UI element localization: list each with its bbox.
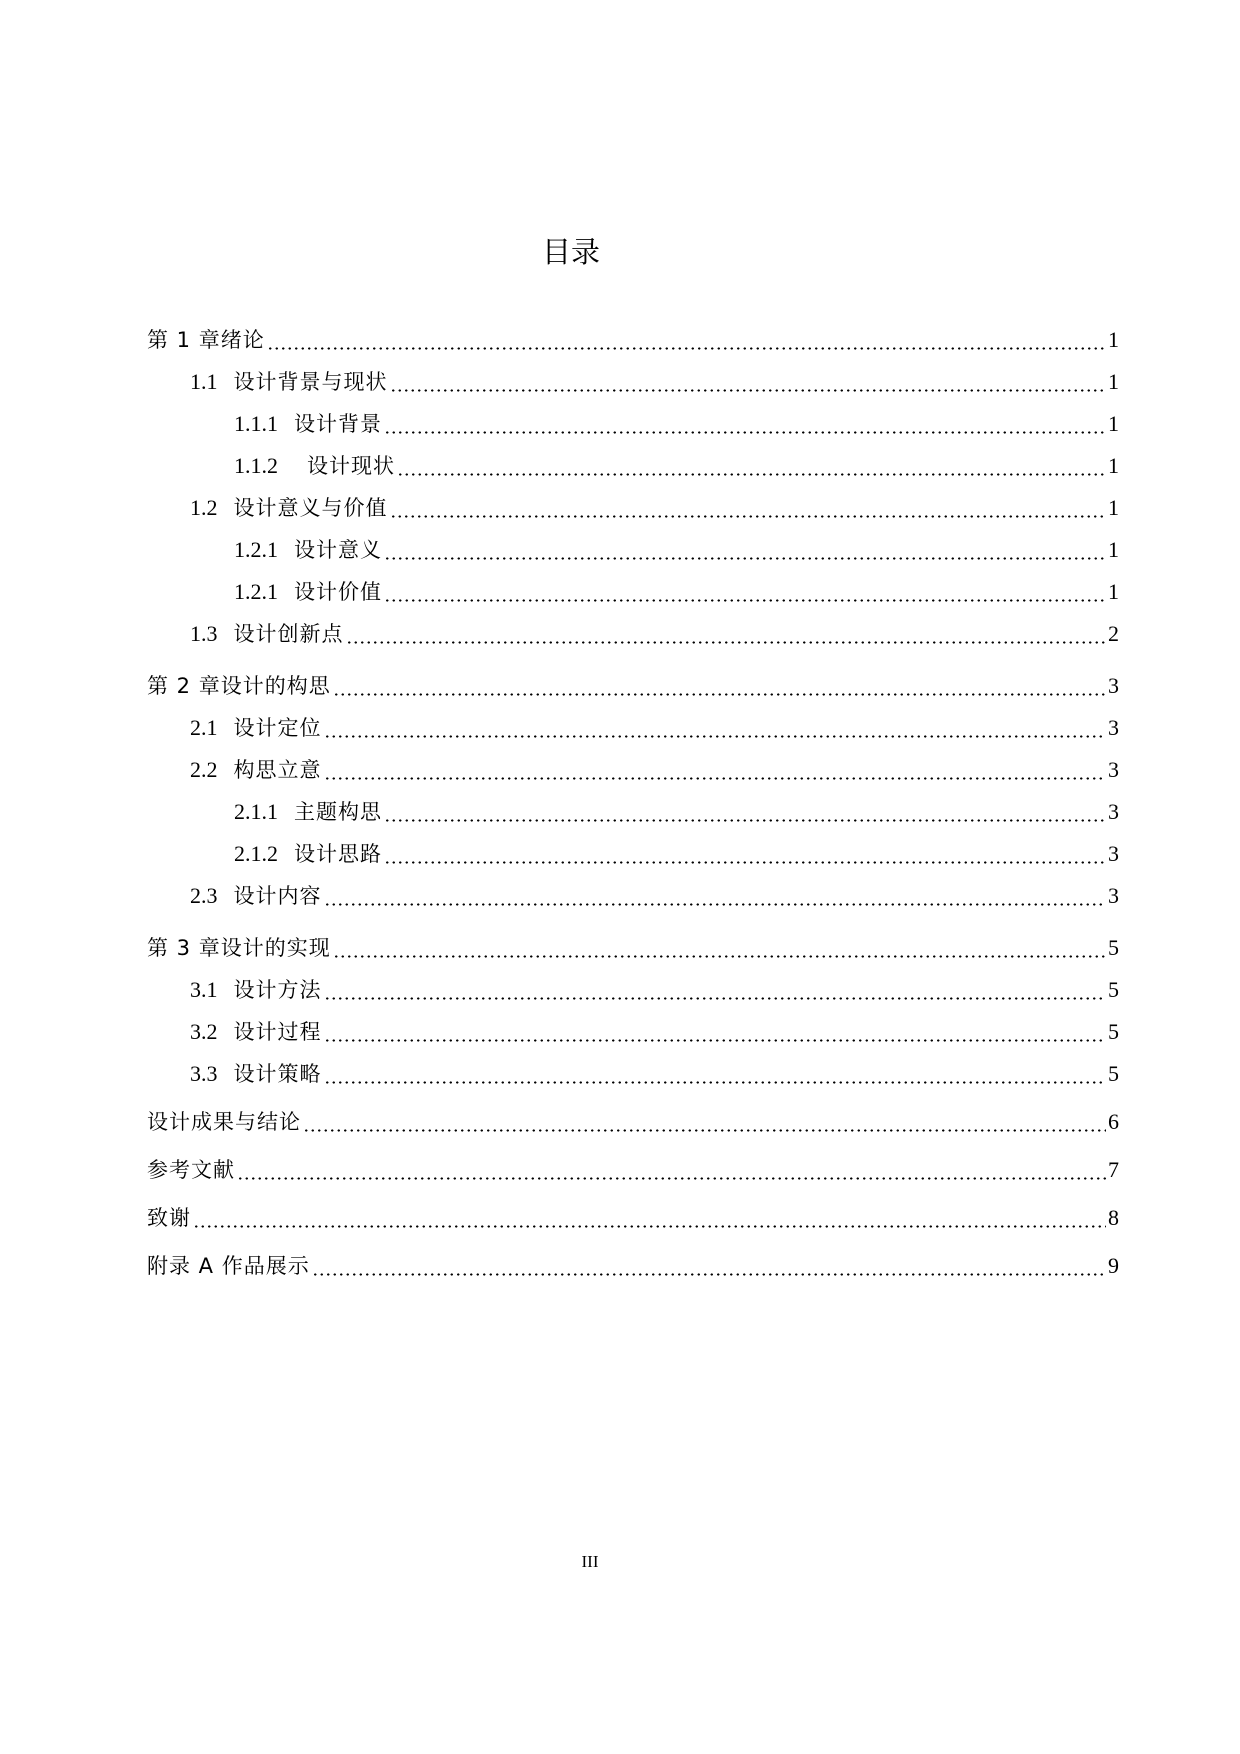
toc-entry-page: 3 [1108, 841, 1119, 866]
toc-entry-page: 5 [1108, 977, 1119, 1002]
dot-leader [312, 1273, 1106, 1276]
toc-entry-page: 7 [1108, 1157, 1119, 1182]
dot-leader [237, 1177, 1106, 1180]
toc-entry[interactable] [147, 319, 1119, 361]
toc-entry[interactable] [147, 529, 1119, 571]
dot-leader [390, 389, 1107, 392]
toc-entry-number: 1.1.1 [234, 411, 278, 436]
toc-entry[interactable] [147, 1011, 1119, 1053]
toc-entry-number: 1.1.2 [234, 453, 278, 478]
toc-entry-label: 致谢 [147, 1206, 191, 1230]
toc-entry-label: 设计内容 [233, 884, 322, 908]
dot-leader [303, 1129, 1106, 1132]
dot-leader [324, 777, 1107, 780]
toc-entry-label: 构思立意 [233, 758, 322, 782]
toc-entry[interactable] [147, 1245, 1119, 1287]
toc-entry-page: 5 [1108, 935, 1119, 960]
toc-entry[interactable] [147, 1197, 1119, 1239]
toc-entry-number: 1.2.1 [234, 579, 278, 604]
dot-leader [384, 861, 1106, 864]
dot-leader [384, 557, 1106, 560]
dot-leader [324, 1081, 1107, 1084]
toc-entry-page: 1 [1108, 411, 1119, 436]
toc-entry[interactable] [147, 1053, 1119, 1095]
dot-leader [324, 903, 1107, 906]
toc-entry-number: 1.2 [190, 495, 218, 520]
toc-entry-page: 9 [1108, 1253, 1119, 1278]
toc-entry-page: 5 [1108, 1019, 1119, 1044]
toc-title: 目录 [541, 235, 600, 269]
toc-entry-label: 设计过程 [233, 1020, 322, 1044]
toc-entry[interactable] [147, 487, 1119, 529]
toc-entry[interactable] [147, 403, 1119, 445]
toc-entry-label: 设计策略 [233, 1062, 322, 1086]
toc-entry-number: 1.1 [190, 369, 218, 394]
toc-entry-label: 设计创新点 [233, 622, 344, 646]
toc-entry[interactable] [147, 875, 1119, 917]
toc-entry[interactable] [147, 791, 1119, 833]
toc-entry-number: 3.1 [190, 977, 218, 1002]
toc-entry-number: 2.2 [190, 757, 218, 782]
toc-entry-label: 设计背景 [294, 412, 382, 436]
toc-entry-label: 主题构思 [294, 800, 382, 824]
toc-entry-number: 1.3 [190, 621, 218, 646]
dot-leader [324, 997, 1107, 1000]
dot-leader [324, 1039, 1107, 1042]
toc-entry-page: 1 [1108, 579, 1119, 604]
dot-leader [384, 431, 1106, 434]
toc-entry-label: 参考文献 [147, 1158, 235, 1182]
toc-entry-page: 3 [1108, 673, 1119, 698]
toc-entry[interactable] [147, 571, 1119, 613]
toc-entry-page: 1 [1108, 369, 1119, 394]
toc-entry[interactable] [147, 665, 1119, 707]
toc-entry-label: 设计意义 [294, 538, 382, 562]
toc-entry-number: 2.3 [190, 883, 218, 908]
page-number: III [581, 1552, 599, 1571]
toc-entry-page: 3 [1108, 799, 1119, 824]
toc-entry-label: 设计思路 [294, 842, 382, 866]
toc-entry-page: 3 [1108, 715, 1119, 740]
toc-entry-page: 3 [1108, 883, 1119, 908]
toc-entry-number: 3.2 [190, 1019, 218, 1044]
toc-entry-page: 8 [1108, 1205, 1119, 1230]
toc-entry[interactable] [147, 1101, 1119, 1143]
toc-entry-label: 设计意义与价值 [233, 496, 388, 520]
toc-entry[interactable] [147, 1149, 1119, 1191]
toc-entry-label: 设计价值 [294, 580, 382, 604]
toc-entry-label: 第 3 章设计的实现 [147, 936, 331, 960]
dot-leader [333, 693, 1106, 696]
dot-leader [333, 955, 1106, 958]
toc-entry-number: 2.1.1 [234, 799, 278, 824]
toc-entry[interactable] [147, 613, 1119, 655]
toc-entry-page: 2 [1108, 621, 1119, 646]
dot-leader [397, 473, 1106, 476]
dot-leader [390, 515, 1107, 518]
toc-entry-number: 3.3 [190, 1061, 218, 1086]
toc-entry-label: 设计成果与结论 [147, 1110, 301, 1134]
toc-entry[interactable] [147, 833, 1119, 875]
toc-entry-number: 2.1 [190, 715, 218, 740]
toc-entry[interactable] [147, 969, 1119, 1011]
toc-entry-page: 1 [1108, 537, 1119, 562]
toc-entry-label: 设计定位 [233, 716, 322, 740]
toc-entry-page: 5 [1108, 1061, 1119, 1086]
toc-entry-label: 第 2 章设计的构思 [147, 674, 331, 698]
toc-entry-page: 1 [1108, 327, 1119, 352]
toc-entry[interactable] [147, 445, 1119, 487]
dot-leader [324, 735, 1107, 738]
dot-leader [384, 819, 1106, 822]
toc-entry-page: 1 [1108, 495, 1119, 520]
dot-leader [267, 347, 1106, 350]
toc-entry-page: 1 [1108, 453, 1119, 478]
toc-entry-label: 附录 A 作品展示 [147, 1254, 310, 1278]
dot-leader [346, 641, 1107, 644]
toc-entry[interactable] [147, 361, 1119, 403]
dot-leader [384, 599, 1106, 602]
toc-entry[interactable] [147, 707, 1119, 749]
toc-entry[interactable] [147, 749, 1119, 791]
toc-entry-page: 6 [1108, 1109, 1119, 1134]
toc-entry[interactable] [147, 927, 1119, 969]
toc-entry-number: 1.2.1 [234, 537, 278, 562]
dot-leader [193, 1225, 1106, 1228]
toc-entry-label: 第 1 章绪论 [147, 328, 265, 352]
toc-entry-page: 3 [1108, 757, 1119, 782]
toc-entry-label: 设计背景与现状 [233, 370, 388, 394]
toc-entry-label: 设计现状 [307, 454, 395, 478]
table-of-contents [147, 319, 1119, 1287]
toc-entry-number: 2.1.2 [234, 841, 278, 866]
toc-entry-label: 设计方法 [233, 978, 322, 1002]
